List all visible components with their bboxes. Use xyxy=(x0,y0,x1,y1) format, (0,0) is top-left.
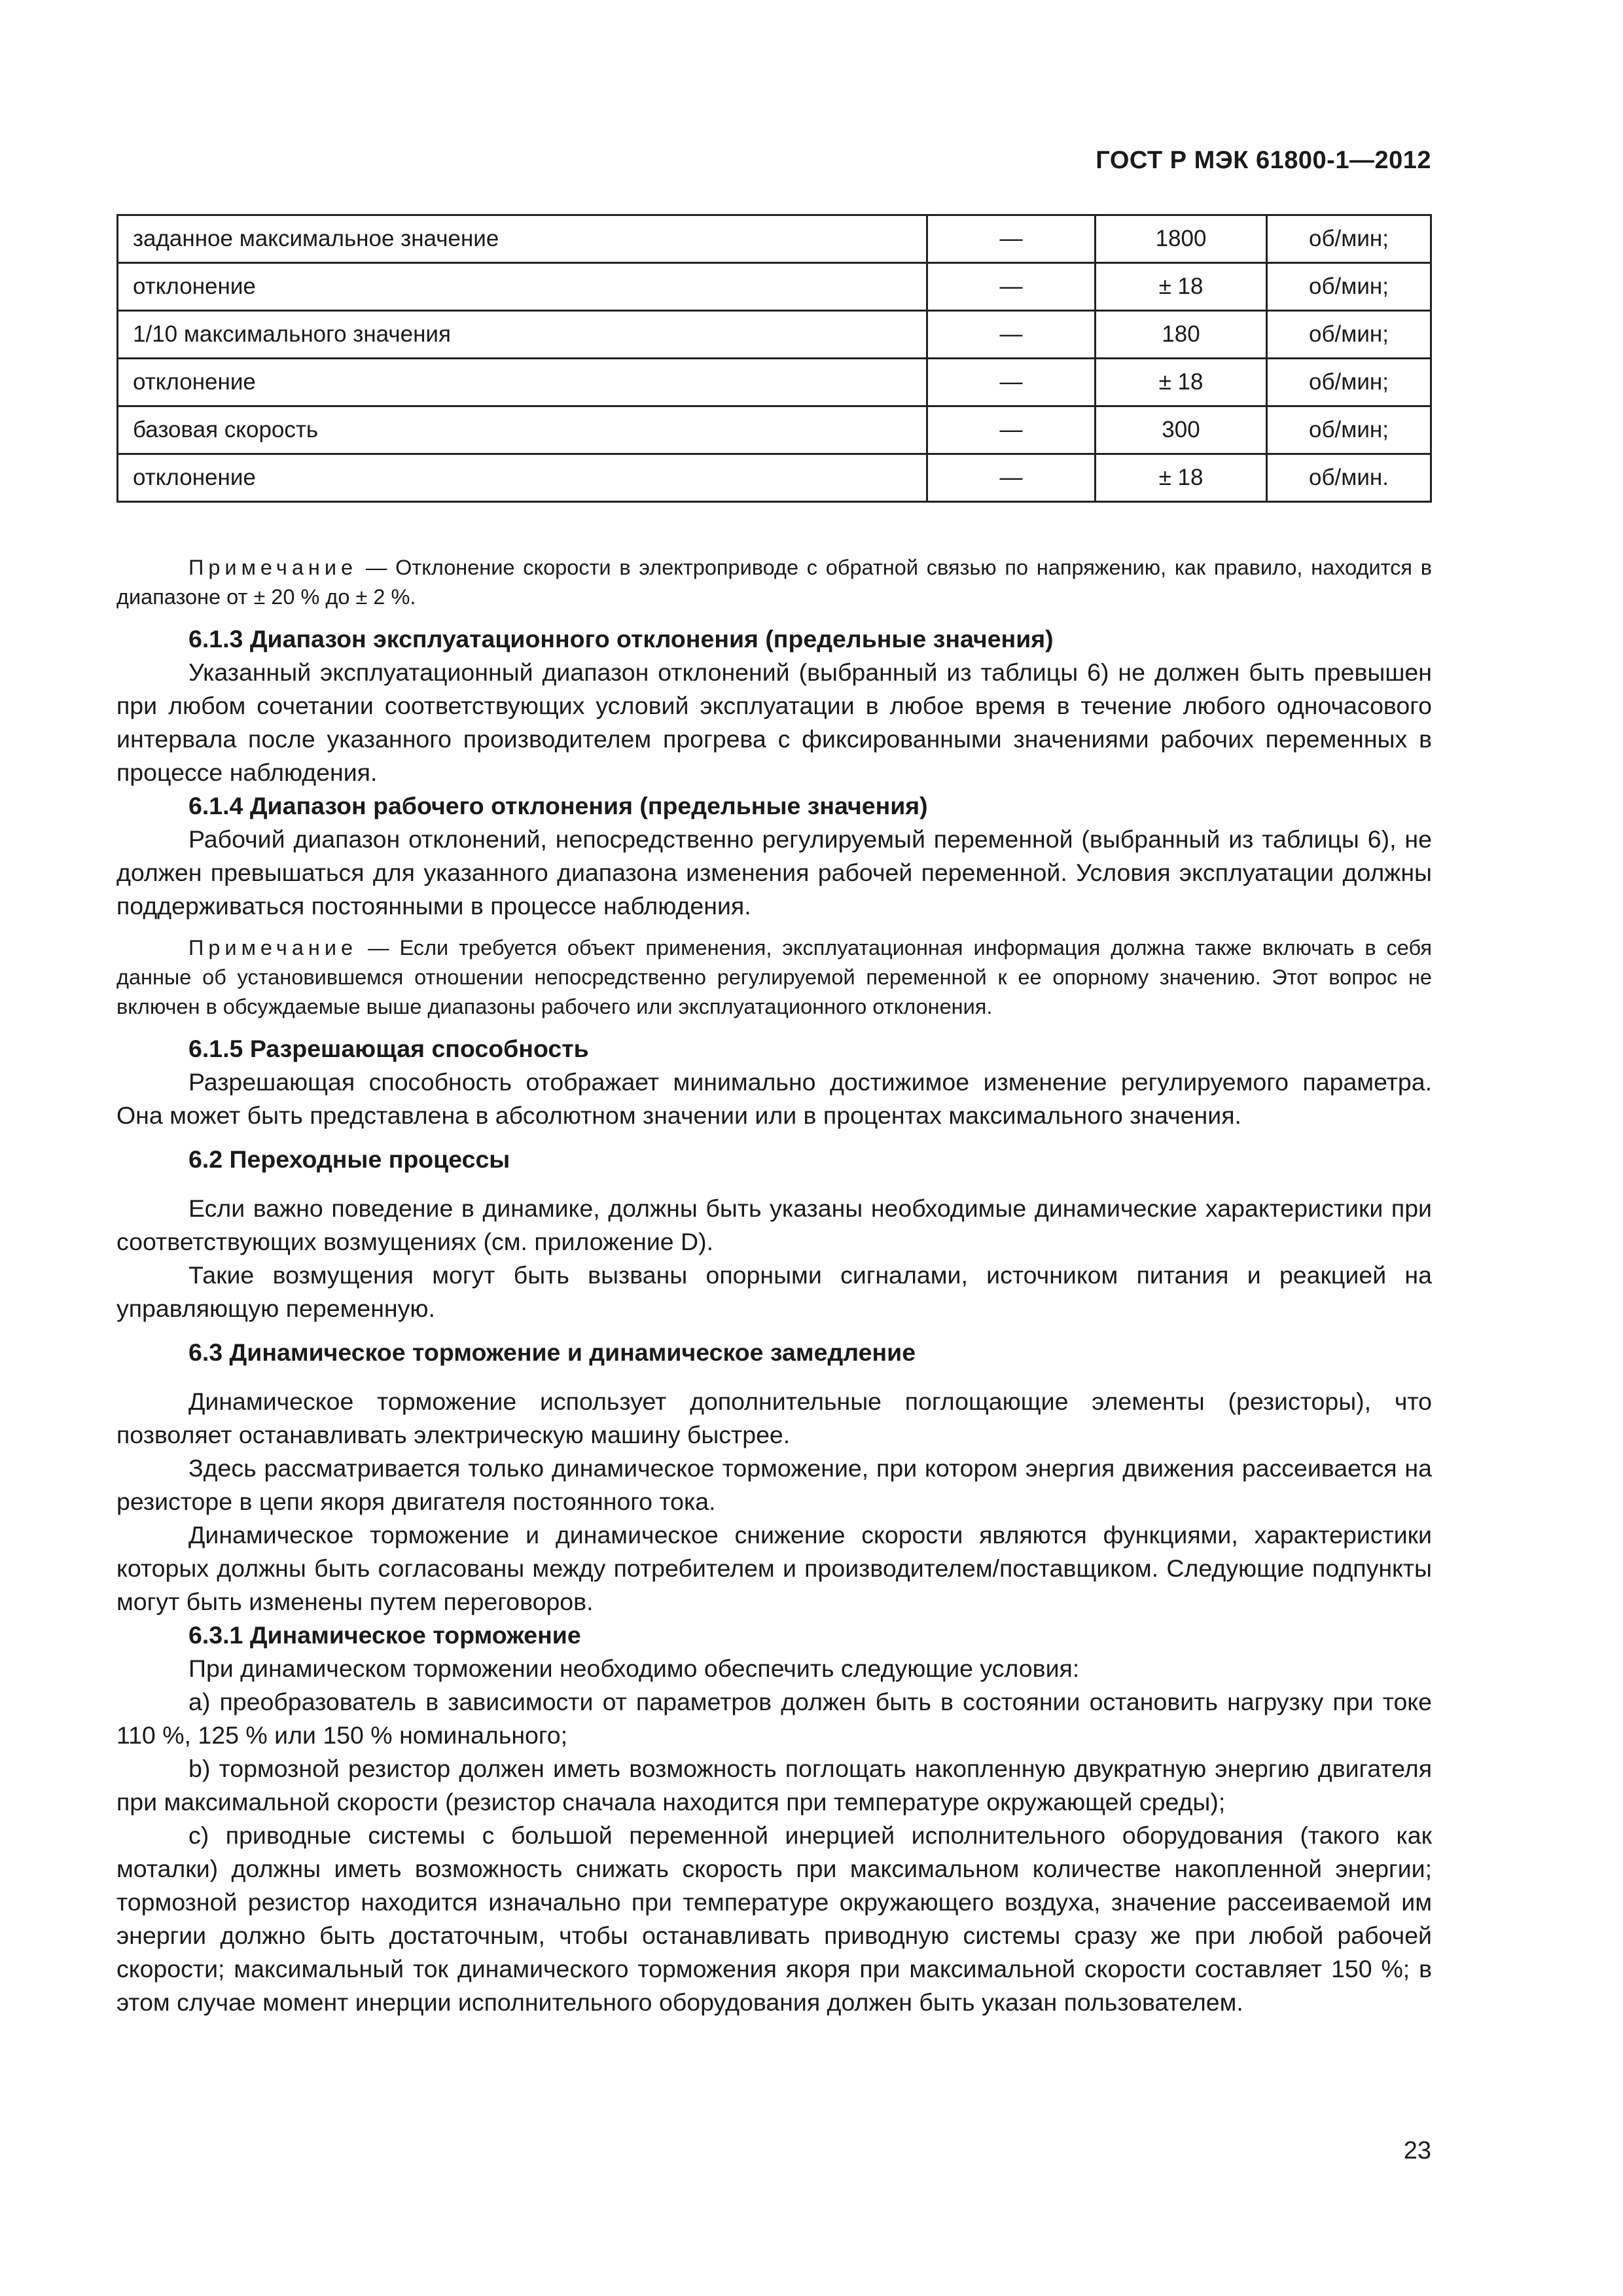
note-label: Примечание xyxy=(188,936,358,960)
cell-parameter: заданное максимальное значение xyxy=(118,215,927,263)
cell-parameter: отклонение xyxy=(118,359,927,406)
cell-unit: об/мин; xyxy=(1267,359,1431,406)
paragraph: Здесь рассматривается только динамическое торможение, при котором энергия движения рассеивается на резисторе в цепи якоря двигателя постоянного тока. xyxy=(116,1454,1432,1515)
table-body xyxy=(118,215,1431,502)
paragraph: При динамическом торможении необходимо обеспечить следующие условия: xyxy=(188,1655,1080,1682)
list-item-a: а) преобразователь в зависимости от параметров должен быть в состоянии остановить нагрузку при токе 110 %, 125 % или 150 % номинального; xyxy=(116,1688,1432,1749)
cell-value: ± 18 xyxy=(1096,263,1267,311)
cell-dash: — xyxy=(927,215,1096,263)
cell-dash: — xyxy=(927,263,1096,311)
cell-unit: об/мин. xyxy=(1267,454,1431,502)
note-1 xyxy=(116,553,1432,612)
table-row xyxy=(118,215,1431,263)
cell-unit: об/мин; xyxy=(1267,263,1431,311)
cell-dash: — xyxy=(927,406,1096,454)
heading-6-1-5: 6.1.5 Разрешающая способность xyxy=(188,1035,589,1062)
table-row xyxy=(118,359,1431,406)
paragraph: Рабочий диапазон отклонений, непосредственно регулируемый переменной (выбранный из таблицы 6), не должен превышаться для указанного диапазона изменения рабочей переменной. Условия эксплуатации должны поддерживаться постоянными в процессе наблюдения. xyxy=(116,825,1432,920)
cell-parameter: отклонение xyxy=(118,263,927,311)
cell-dash: — xyxy=(927,454,1096,502)
paragraph: Если важно поведение в динамике, должны быть указаны необходимые динамические характеристики при соответствующих возмущениях (см. приложение D). xyxy=(116,1194,1432,1255)
cell-unit: об/мин; xyxy=(1267,215,1431,263)
cell-dash: — xyxy=(927,311,1096,359)
cell-parameter: базовая скорость xyxy=(118,406,927,454)
paragraph: Разрешающая способность отображает минимально достижимое изменение регулируемого параметра. Она может быть представлена в абсолютном значении или в процентах максимального значения. xyxy=(116,1068,1432,1129)
table-row xyxy=(118,263,1431,311)
note-text: — Если требуется объект применения, эксплуатационная информация должна также включать в себя данные об установившемся отношении непосредственно регулируемой переменной к ее опорному значению. Этот вопрос не включен в обсуждаемые выше диапазоны рабочего или эксплуатационного отклонения. xyxy=(116,936,1432,1018)
cell-value: ± 18 xyxy=(1096,359,1267,406)
document-id: ГОСТ Р МЭК 61800-1—2012 xyxy=(1096,147,1431,174)
page-number: 23 xyxy=(1403,2137,1431,2164)
cell-parameter: отклонение xyxy=(118,454,927,502)
speed-spec-table xyxy=(116,214,1432,503)
heading-6-1-3: 6.1.3 Диапазон эксплуатационного отклонения (предельные значения) xyxy=(188,625,1054,653)
cell-value: 300 xyxy=(1096,406,1267,454)
list-item-b: b) тормозной резистор должен иметь возможность поглощать накопленную двукратную энергию двигателя при максимальной скорости (резистор сначала находится при температуре окружающей среды); xyxy=(116,1755,1432,1816)
note-2 xyxy=(116,933,1432,1022)
heading-6-3: 6.3 Динамическое торможение и динамическое замедление xyxy=(188,1338,916,1366)
cell-dash: — xyxy=(927,359,1096,406)
cell-parameter: 1/10 максимального значения xyxy=(118,311,927,359)
cell-unit: об/мин; xyxy=(1267,311,1431,359)
paragraph: Такие возмущения могут быть вызваны опорными сигналами, источником питания и реакцией на управляющую переменную. xyxy=(116,1261,1432,1322)
table-row xyxy=(118,454,1431,502)
paragraph: Указанный эксплуатационный диапазон отклонений (выбранный из таблицы 6) не должен быть превышен при любом сочетании соответствующих условий эксплуатации в любое время в течение любого одночасового интервала после указанного производителем прогрева с фиксированными значениями рабочих переменных в процессе наблюдения. xyxy=(116,658,1432,786)
cell-value: ± 18 xyxy=(1096,454,1267,502)
cell-unit: об/мин; xyxy=(1267,406,1431,454)
cell-value: 180 xyxy=(1096,311,1267,359)
heading-6-3-1: 6.3.1 Динамическое торможение xyxy=(188,1621,581,1649)
note-label: Примечание xyxy=(188,556,358,579)
heading-6-1-4: 6.1.4 Диапазон рабочего отклонения (предельные значения) xyxy=(188,792,928,819)
table-row xyxy=(118,311,1431,359)
main-content xyxy=(116,553,1432,2019)
list-item-c: с) приводные системы с большой переменной инерцией исполнительного оборудования (такого как моталки) должны иметь возможность снижать скорость при максимальном количестве накопленной энергии; тормозной резистор находится изначально при температуре окружающего воздуха, значение рассеиваемой им энергии должно быть достаточным, чтобы останавливать приводную системы сразу же при любой рабочей скорости; максимальный ток динамического торможения якоря при максимальной скорости составляет 150 %; в этом случае момент инерции исполнительного оборудования должен быть указан пользователем. xyxy=(116,1821,1432,2016)
paragraph: Динамическое торможение и динамическое снижение скорости являются функциями, характеристики которых должны быть согласованы между потребителем и производителем/поставщиком. Следующие подпункты могут быть изменены путем переговоров. xyxy=(116,1521,1432,1615)
note-text: — Отклонение скорости в электроприводе с обратной связью по напряжению, как правило, находится в диапазоне от ± 20 % до ± 2 %. xyxy=(116,556,1432,609)
table-row xyxy=(118,406,1431,454)
cell-value: 1800 xyxy=(1096,215,1267,263)
paragraph: Динамическое торможение использует дополнительные поглощающие элементы (резисторы), что позволяет останавливать электрическую машину быстрее. xyxy=(116,1388,1432,1448)
heading-6-2: 6.2 Переходные процессы xyxy=(188,1145,510,1173)
